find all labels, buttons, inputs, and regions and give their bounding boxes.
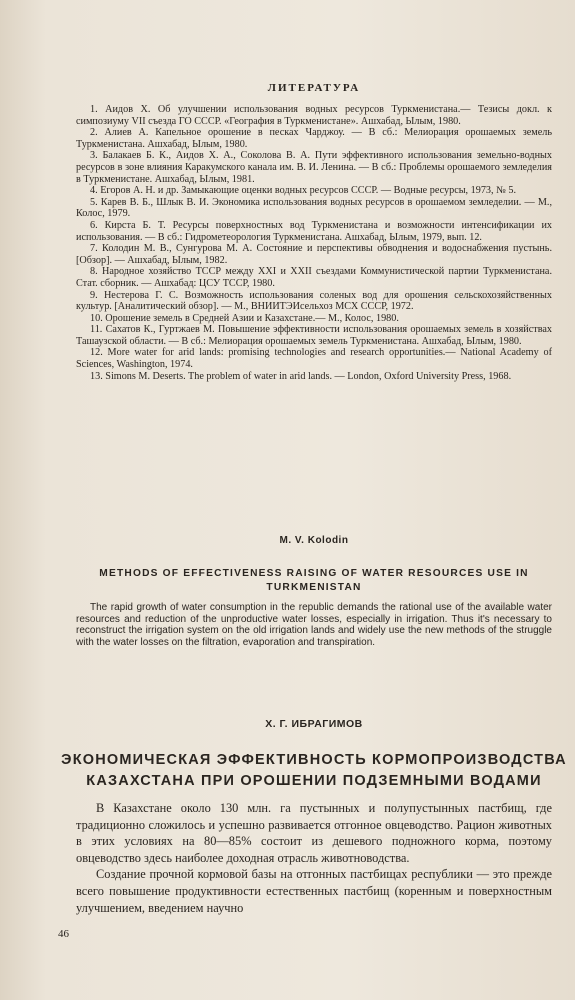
reference-item-1: 1. Аидов Х. Об улучшении использования водных ресурсов Туркменистана.— Тезисы докл. к симпозиуму VII съезда ГО СССР. «География в Туркменистане». Ашхабад, Ылым, 1980. <box>76 104 552 127</box>
reference-item-5: 5. Карев В. Б., Шлык В. И. Экономика использования водных ресурсов в орошаемом земледелии. — М., Колос, 1979. <box>76 196 552 220</box>
article-title: ЭКОНОМИЧЕСКАЯ ЭФФЕКТИВНОСТЬ КОРМОПРОИЗВОДСТВА КАЗАХСТАНА ПРИ ОРОШЕНИИ ПОДЗЕМНЫМИ ВОДАМИ <box>61 752 567 789</box>
reference-item-3: 3. Балакаев Б. К., Аидов Х. А., Соколова В. А. Пути эффективного использования земельно-водных ресурсов в зоне влияния Каракумского канала им. В. И. Ленина. — В сб.: Проблемы орошаемого земледелия в Туркменистане. Ашхабад, Ылым, 1981. <box>76 150 552 185</box>
reference-item-6: 6. Кирста Б. Т. Ресурсы поверхностных вод Туркменистана и возможности интенсификации их использования. — В сб.: Гидрометеорология Туркменистана. Ашхабад, Ылым, 1979, вып. 12. <box>76 219 552 243</box>
reference-item-7: 7. Колодин М. В., Сунгурова М. А. Состояние и перспективы обводнения и водоснабжения пустынь. [Обзор]. — Ашхабад, Ылым, 1982. <box>76 243 552 266</box>
reference-list <box>76 104 552 382</box>
reference-item-8: 8. Народное хозяйство ТССР между XXI и XXII съездами Коммунистической партии Туркменистана. Стат. сборник. — Ашхабад: ЦСУ ТССР, 1980. <box>76 266 552 289</box>
reference-item-11: 11. Сахатов К., Гуртжаев М. Повышение эффективности использования орошаемых земель в хозяйствах Ташаузской области. — В сб.: Мелиорация орошаемых земель Туркменистана. Ашхабад, Ылым, 1980. <box>76 324 552 347</box>
page-number: 46 <box>58 928 69 940</box>
reference-item-2: 2. Алиев А. Капельное орошение в песках Чарджоу. — В сб.: Мелиорация орошаемых земель Туркменистана. Ашхабад, Ылым, 1980. <box>76 127 552 150</box>
summary-author: M. V. Kolodin <box>279 535 349 546</box>
article-body <box>76 800 552 916</box>
article-author: Х. Г. ИБРАГИМОВ <box>265 718 363 730</box>
summary-title: METHODS OF EFFECTIVENESS RAISING OF WATER RESOURCES USE IN TURKMENISTAN <box>99 568 529 593</box>
reference-item-12: 12. More water for arid lands: promising technologies and research opportunities.— National Academy of Sciences, Washington, 1974. <box>76 347 552 371</box>
article-paragraph-1: В Казахстане около 130 млн. га пустынных и полупустынных пастбищ, где традиционно сложилось и успешно развивается отгонное овцеводство. Рацион животных в этих условиях на 80—85% состоит из дешевого подножного корма, поэтому овцеводство здесь наиболее доходная отрасль животноводства. <box>76 801 552 865</box>
reference-item-10: 10. Орошение земель в Средней Азии и Казахстане.— М., Колос, 1980. <box>90 312 399 324</box>
reference-item-4: 4. Егоров А. Н. и др. Замыкающие оценки водных ресурсов СССР. — Водные ресурсы, 1973, № 5. <box>90 185 517 197</box>
summary-abstract: The rapid growth of water consumption in the republic demands the rational use of the available water resources and reduction of the unproductive water losses, especially in irrigation. Thus it's necessary to reconstruct the irrigation system on the old irrigation lands and widely use the new methods of the struggle with the water losses on the filtration, evaporation and transpiration. <box>76 602 552 648</box>
article-paragraph-2: Создание прочной кормовой базы на отгонных пастбищах республики — это прежде всего повышение продуктивности естественных пастбищ (коренным и поверхностным улучшением, введением научно <box>76 867 552 915</box>
literature-heading: ЛИТЕРАТУРА <box>267 82 361 94</box>
reference-item-9: 9. Нестерова Г. С. Возможность использования соленых вод для орошения сельскохозяйственных культур. [Аналитический обзор]. — М., ВНИИТЭИсельхоз МСХ СССР, 1972. <box>76 289 552 313</box>
reference-item-13: 13. Simons M. Deserts. The problem of water in arid lands. — London, Oxford University Press, 1968. <box>90 370 512 382</box>
